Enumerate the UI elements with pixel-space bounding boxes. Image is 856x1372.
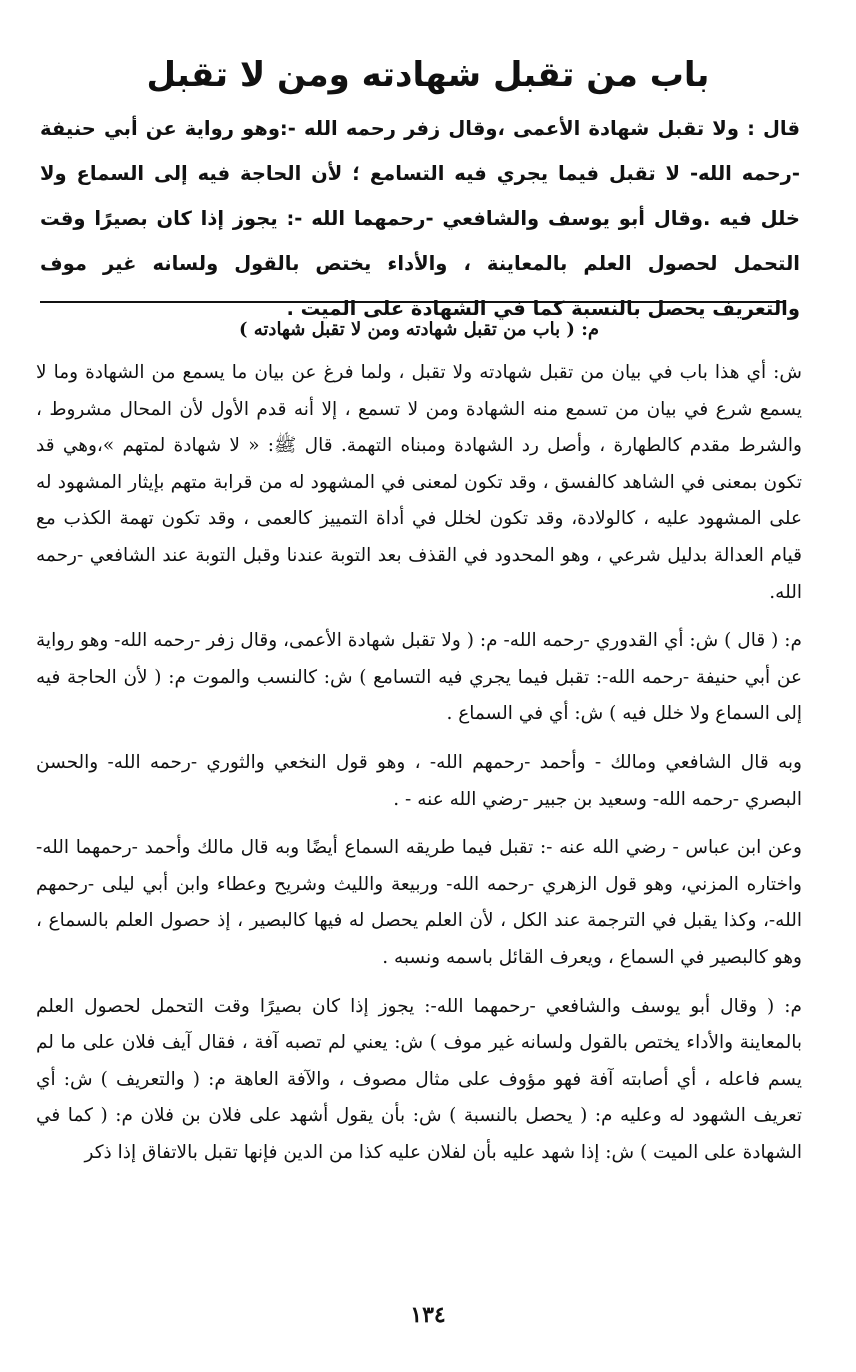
commentary-section: [36, 313, 802, 1183]
commentary-paragraph-3: وبه قال الشافعي ومالك - وأحمد -رحمهم الله- ، وهو قول النخعي والثوري -رحمه الله- والحسن البصري -رحمه الله- وسعيد بن جبير -رضي الله عنه - .: [36, 751, 802, 810]
commentary-paragraph-5: م: ( وقال أبو يوسف والشافعي -رحمهما الله-: يجوز إذا كان بصيرًا وقت التحمل لحصول العلم بالمعاينة والأداء يختص بالقول ولسانه غير موف ) ش: يعني لم تصبه آفة ، فقال آيف فلان على ما لم يسم فاعله ، أي أصابته آفة فهو مؤوف على مثال مصوف ، والآفة العاهة م: ( والتعريف ) ش: أي تعريف الشهود له وعليه م: ( يحصل بالنسبة ) ش: بأن يقول أشهد على فلان بن فلان م: ( كما في الشهادة على الميت ) ش: إذا شهد عليه بأن لفلان عليه كذا من الدين فإنها تقبل بالاتفاق إذا ذكر: [36, 995, 802, 1163]
commentary-paragraph-4: وعن ابن عباس - رضي الله عنه -: تقبل فيما طريقه السماع أيضًا وبه قال مالك وأحمد -رحمهما الله- واختاره المزني، وهو قول الزهري -رحمه الله- وربيعة والليث وشريح وعطاء وابن أبي ليلى -رحمهم الله-، وكذا يقبل في الترجمة عند الكل ، لأن العلم يحصل له فيها كالبصير ، إذ حصول العلم بالسماع ، وهو كالبصير في السماع ، ويعرف القائل باسمه ونسبه .: [36, 837, 802, 968]
section-divider: [40, 301, 786, 303]
commentary-paragraph-1: ش: أي هذا باب في بيان من تقبل شهادته ولا تقبل ، ولما فرغ عن بيان ما يسمع من الشهادة وما لا يسمع شرع في بيان من تسمع منه الشهادة ومن لا تسمع ، إلا أنه قدم الأول لأن المحال مشروط ، والشرط مقدم كالطهارة ، وأصل رد الشهادة ومبناه التهمة. قال ﷺ: « لا شهادة لمتهم »،وهي قد تكون بمعنى في الشاهد كالفسق ، وقد تكون لمعنى في المشهود له من قرابة متهم بإيثار المشهود له على المشهود عليه ، كالولادة، وقد تكون لخلل في أداة التمييز كالعمى ، وقد تكون تهمة الكذب مع قيام العدالة بدليل شرعي ، وهو المحدود في القذف بعد التوبة عندنا وقبل التوبة عند الشافعي -رحمه الله.: [36, 362, 802, 603]
page-number: ١٣٤: [410, 1302, 446, 1328]
commentary-heading: م: ( باب من تقبل شهادته ومن لا تقبل شهادته ): [238, 319, 599, 340]
page-title: باب من تقبل شهادته ومن لا تقبل: [146, 55, 710, 95]
matn-text: قال : ولا تقبل شهادة الأعمى ،وقال زفر رحمه الله -:وهو رواية عن أبي حنيفة -رحمه الله- لا تقبل فيما يجري فيه التسامع ؛ لأن الحاجة فيه إلى السماع ولا خلل فيه .وقال أبو يوسف والشافعي -رحمهما الله -: يجوز إذا كان بصيرًا وقت التحمل لحصول العلم بالمعاينة ، والأداء يختص بالقول ولسانه غير موف والتعريف يحصل بالنسبة كما في الشهادة على الميت .: [40, 117, 800, 320]
commentary-paragraph-2: م: ( قال ) ش: أي القدوري -رحمه الله- م: ( ولا تقبل شهادة الأعمى، وقال زفر -رحمه الله- وهو رواية عن أبي حنيفة -رحمه الله-: تقبل فيما يجري فيه التسامع ) ش: كالنسب والموت م: ( لأن الحاجة فيه إلى السماع ولا خلل فيه ) ش: أي في السماع .: [36, 630, 802, 725]
